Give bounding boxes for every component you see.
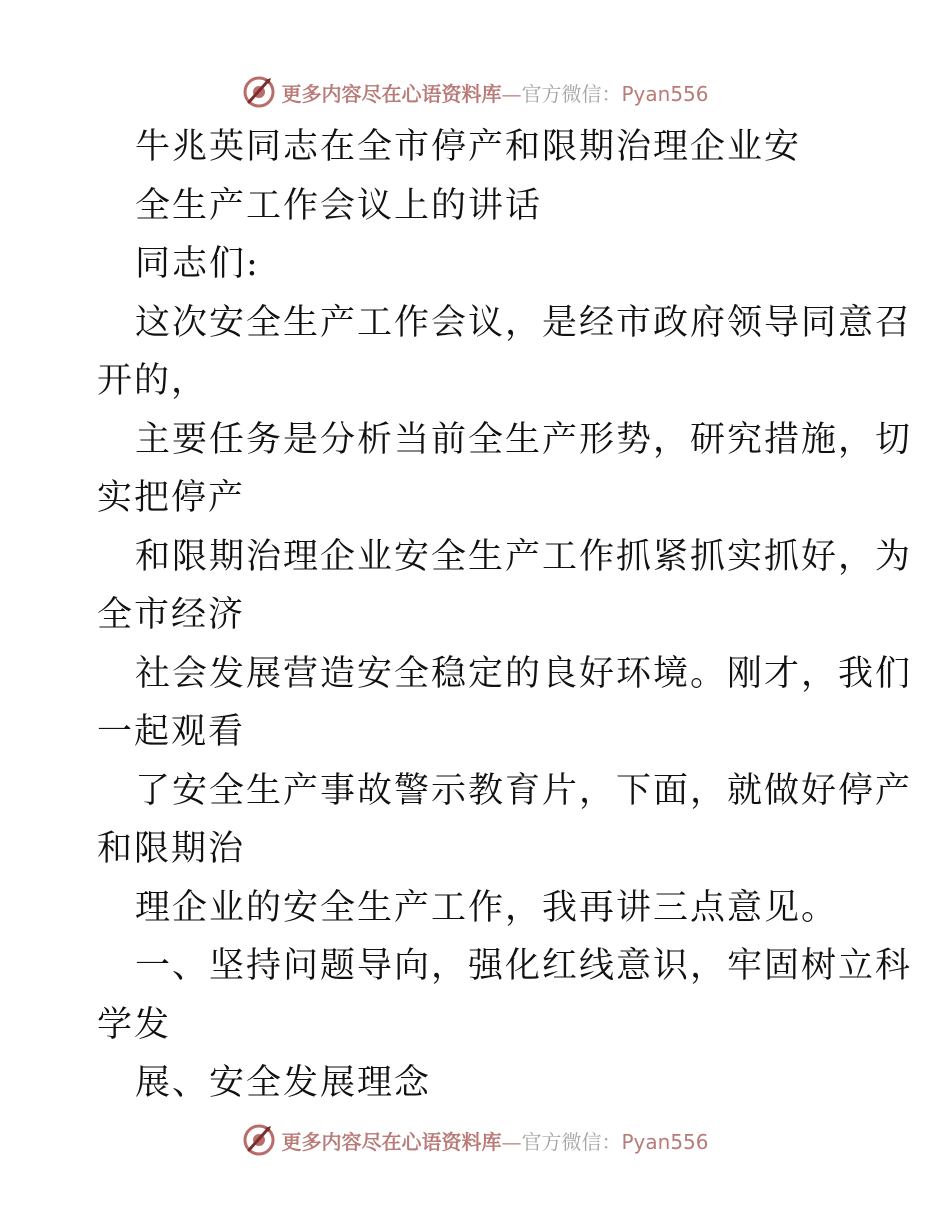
text-line: 实把停产: [97, 478, 246, 518]
watermark-official: 官方微信：: [521, 1129, 622, 1154]
text-line: 主要任务是分析当前全生产形势，研究措施，切: [135, 419, 913, 460]
text-line: 学发: [97, 1004, 172, 1045]
text-line: 和限期治理企业安全生产工作抓紧抓实抓好，为: [135, 536, 913, 577]
brand-logo-icon: [241, 74, 277, 110]
watermark-text: [281, 78, 708, 107]
header-watermark: [0, 70, 950, 114]
text-line: 牛兆英同志在全市停产和限期治理企业安: [135, 127, 802, 167]
text-line: 全市经济: [97, 595, 246, 635]
text-line: 理企业的安全生产工作，我再讲三点意见。: [135, 887, 839, 928]
text-line: 全生产工作会议上的讲话: [135, 185, 543, 226]
text-line: 展、安全发展理念: [135, 1063, 432, 1103]
watermark-text: [281, 1126, 708, 1155]
watermark-id: Pyan556: [621, 81, 709, 106]
text-line: 一起观看: [97, 712, 246, 752]
watermark-id: Pyan556: [621, 1129, 709, 1154]
text-line: 社会发展营造安全稳定的良好环境。刚才，我们: [135, 653, 913, 694]
watermark-separator: —: [501, 81, 522, 106]
watermark-brand: 更多内容尽在心语资料库: [281, 1129, 502, 1154]
text-line: 同志们:: [135, 244, 260, 284]
watermark-brand: 更多内容尽在心语资料库: [281, 81, 502, 106]
text-line: 这次安全生产工作会议，是经市政府领导同意召: [135, 302, 913, 343]
watermark-official: 官方微信：: [521, 81, 622, 106]
text-line: 开的，: [97, 361, 209, 401]
text-line: 和限期治: [97, 829, 246, 869]
text-line: 一、坚持问题导向，强化红线意识，牢固树立科: [135, 946, 913, 986]
brand-logo-icon: [241, 1122, 277, 1158]
document-body: [97, 118, 913, 1113]
footer-watermark: [0, 1118, 950, 1162]
watermark-separator: —: [501, 1129, 522, 1154]
text-line: 了安全生产事故警示教育片，下面，就做好停产: [135, 770, 913, 811]
